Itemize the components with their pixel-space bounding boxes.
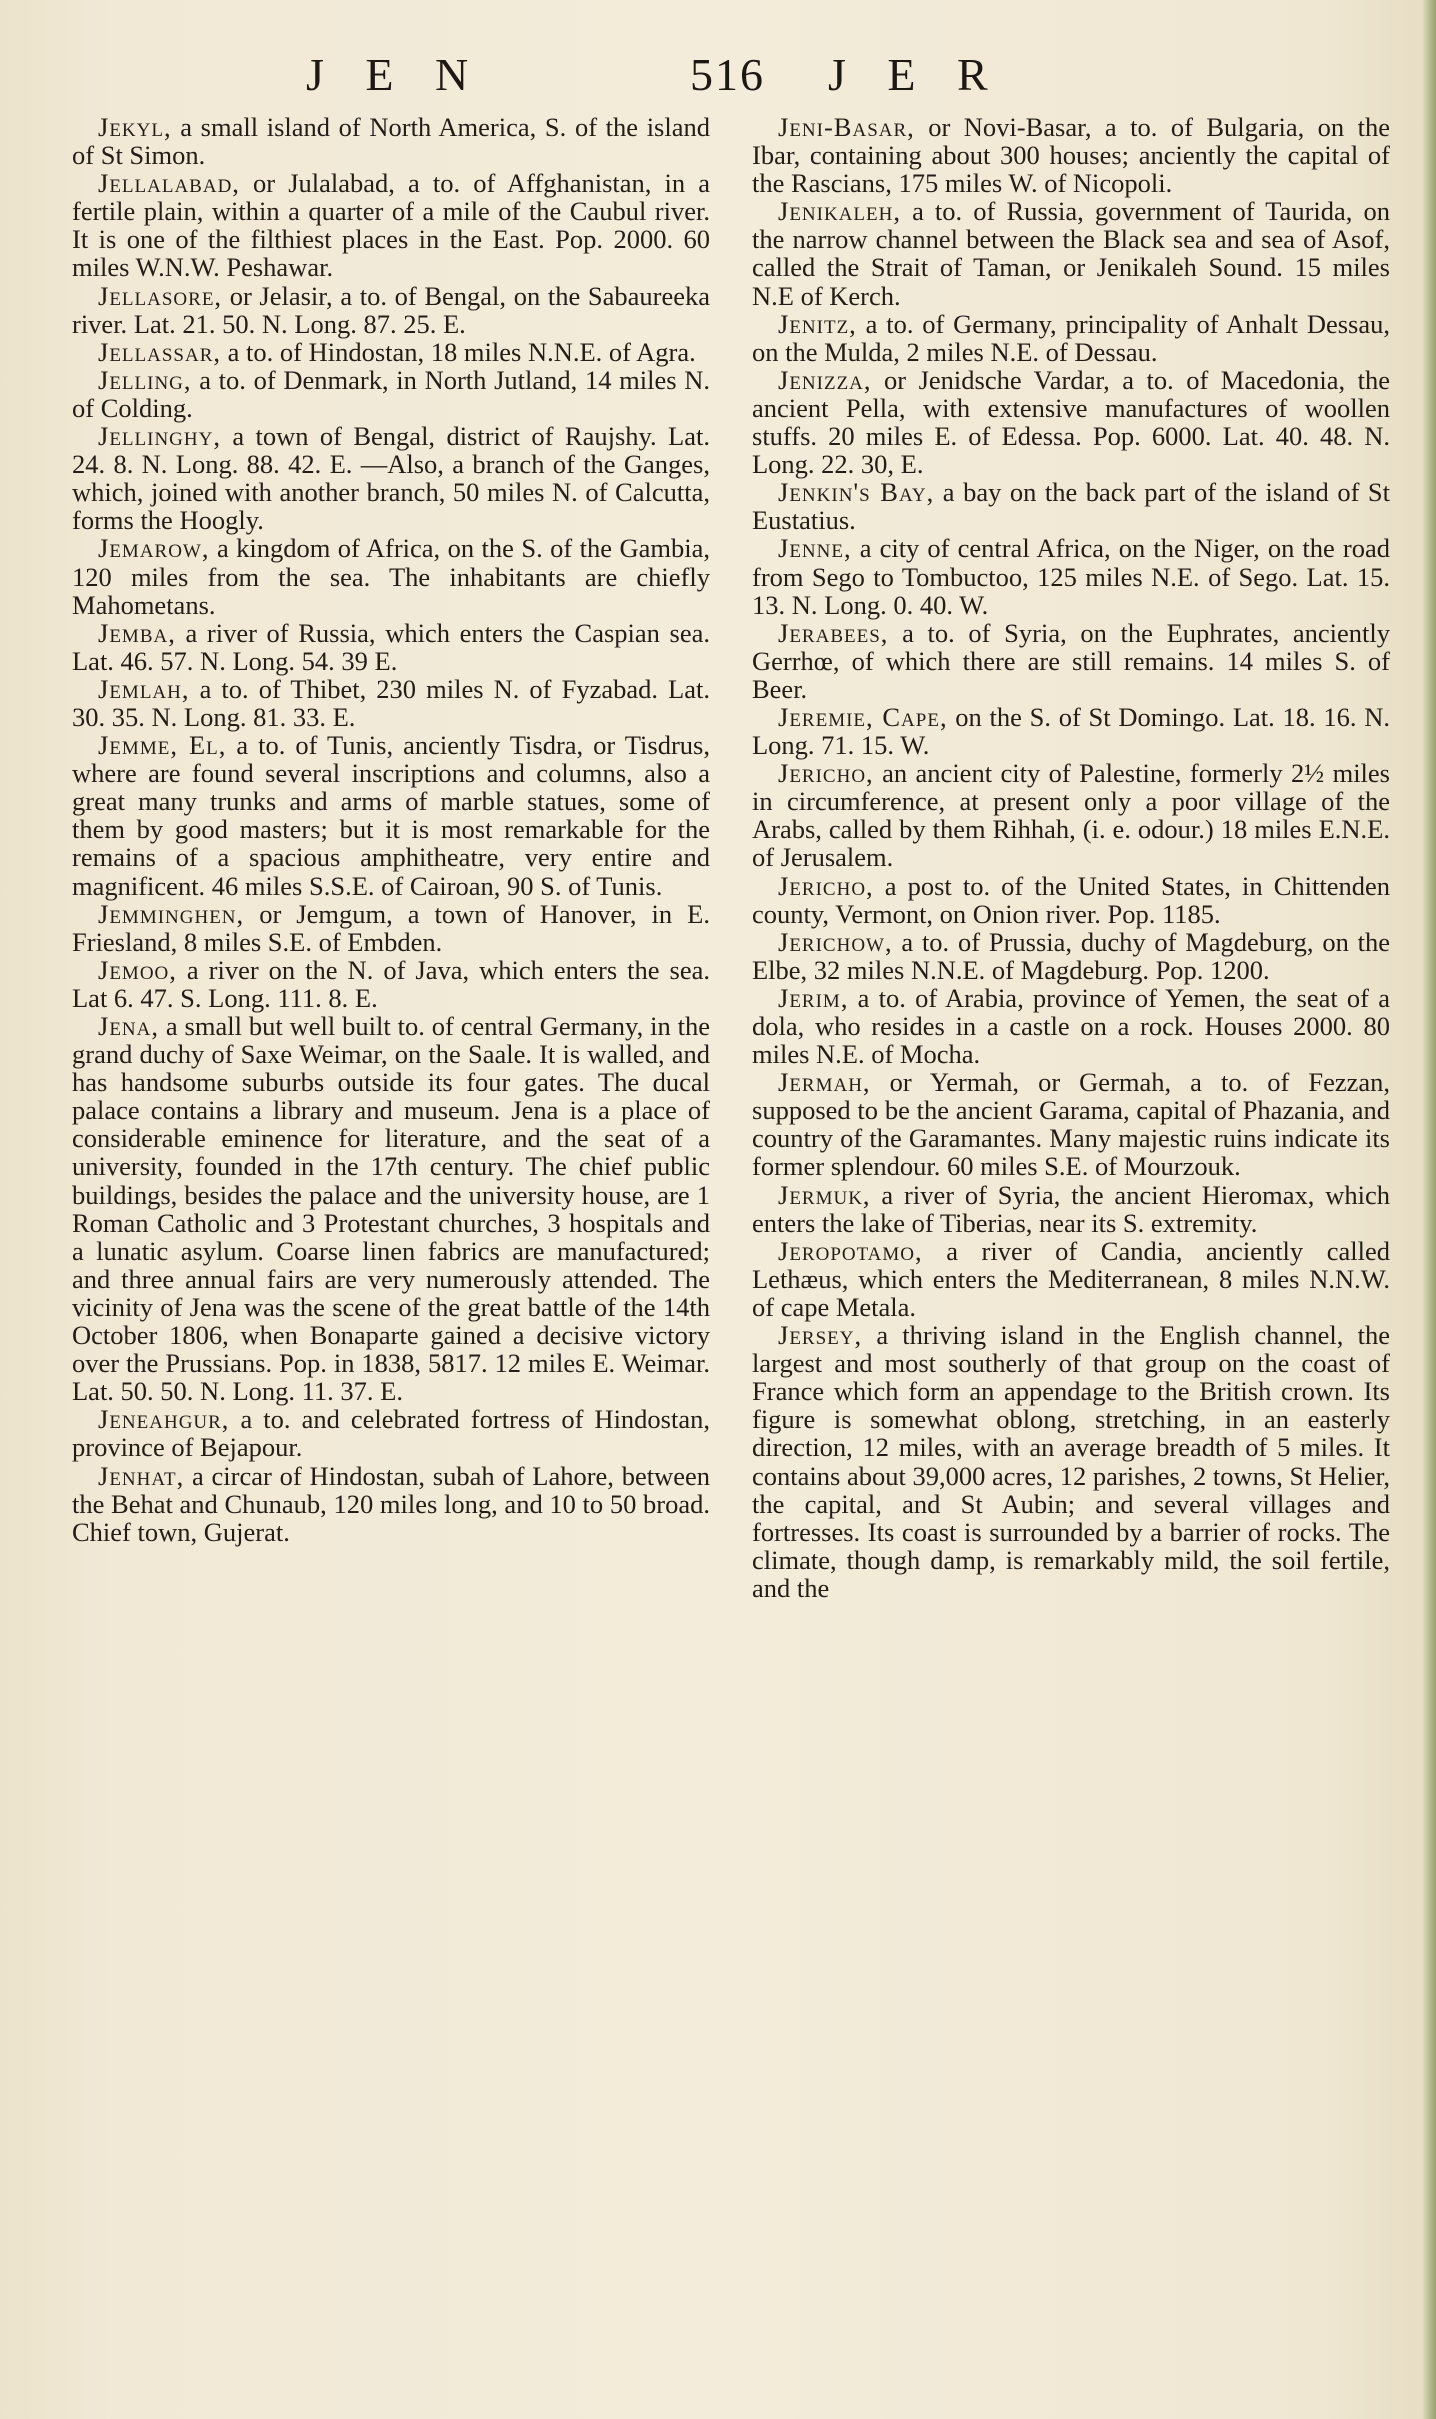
gazetteer-entry — [72, 534, 710, 618]
gazetteer-entry — [752, 1321, 1390, 1602]
entry-text: a city of central Africa, on the Niger, on the road from Sego to Tombuctoo, 125 miles N.E. of Sego. Lat. 15. 13. N. Long. 0. 40. W. — [752, 533, 1390, 620]
entry-headword: Jersey, — [778, 1320, 863, 1351]
entry-text: a kingdom of Africa, on the S. of the Gambia, 120 miles from the sea. The inhabitants are chiefly Mahometans. — [72, 533, 710, 620]
page-number: 516 — [690, 49, 765, 100]
gazetteer-entry — [752, 534, 1390, 618]
header-right-guide: J E R — [828, 49, 990, 100]
gazetteer-entry — [72, 731, 710, 900]
gazetteer-entry — [752, 1068, 1390, 1180]
gazetteer-entry — [752, 366, 1390, 478]
entry-text: or Jemgum, a town of Hanover, in E. Friesland, 8 miles S.E. of Embden. — [72, 898, 710, 957]
entry-text: or Jelasir, a to. of Bengal, on the Sabaureeka river. Lat. 21. 50. N. Long. 87. 25. E. — [72, 280, 710, 339]
entry-text: a bay on the back part of the island of St Eustatius. — [752, 477, 1391, 536]
entry-headword: Jenikaleh, — [778, 196, 901, 227]
entry-headword: Jericho, — [778, 758, 874, 789]
entry-text: a to. of Prussia, duchy of Magdeburg, on the Elbe, 32 miles N.N.E. of Magdeburg. Pop. 1200. — [752, 926, 1390, 985]
entry-headword: Jelling, — [98, 364, 192, 395]
entry-headword: Jenhat, — [98, 1460, 185, 1491]
entry-headword: Jerim, — [778, 982, 849, 1013]
gazetteer-entry — [752, 872, 1390, 928]
entry-text: a circar of Hindostan, subah of Lahore, between the Behat and Chunaub, 120 miles long, and 10 to 50 broad. Chief town, Gujerat. — [72, 1460, 710, 1547]
entry-headword: Jemba, — [98, 617, 176, 648]
gazetteer-entry — [752, 1237, 1390, 1321]
entry-text: a post to. of the United States, in Chittenden county, Vermont, on Onion river. Pop. 1185. — [752, 870, 1390, 929]
gazetteer-entry — [752, 113, 1390, 197]
entry-headword: Jeremie, Cape, — [778, 701, 948, 732]
entry-headword: Jellassar, — [98, 336, 222, 367]
running-header — [0, 48, 1436, 108]
entry-text: a river of Russia, which enters the Caspian sea. Lat. 46. 57. N. Long. 54. 39 E. — [72, 617, 710, 676]
entry-text: a river on the N. of Java, which enters the sea. Lat 6. 47. S. Long. 111. 8. E. — [72, 954, 710, 1013]
entry-headword: Jenkin's Bay, — [778, 477, 935, 508]
entry-text: a to. of Russia, government of Taurida, on the narrow channel between the Black sea and sea of Asof, called the Strait of Taman, or Jenikaleh Sound. 15 miles N.E of Kerch. — [752, 196, 1390, 311]
entry-headword: Jellasore, — [98, 280, 223, 311]
entry-headword: Jena, — [98, 1011, 159, 1041]
right-column — [752, 113, 1390, 1602]
gazetteer-entry — [752, 619, 1390, 703]
entry-headword: Jerabees, — [778, 617, 889, 648]
entry-text: on the S. of St Domingo. Lat. 18. 16. N. Long. 71. 15. W. — [752, 701, 1390, 761]
gazetteer-entry — [72, 169, 710, 281]
gazetteer-entry — [752, 1181, 1390, 1237]
gazetteer-entry — [752, 703, 1390, 759]
entry-headword: Jermah, — [778, 1067, 871, 1098]
entry-text: or Yermah, or Germah, a to. of Fezzan, supposed to be the ancient Garama, capital of Phazania, and country of the Garamantes. Many majestic ruins indicate its former splendour. 60 miles S.E. of Mourzouk. — [752, 1067, 1390, 1182]
entry-text: an ancient city of Palestine, formerly 2½ miles in circumference, at present only a poor village of the Arabs, called by them Rihhah, (i. e. odour.) 18 miles E.N.E. of Jerusalem. — [752, 758, 1390, 873]
gazetteer-entry — [72, 1012, 710, 1405]
entry-text: or Jenidsche Vardar, a to. of Macedonia, the ancient Pella, with extensive manufactures of woollen stuffs. 20 miles E. of Edessa. Pop. 6000. Lat. 40. 48. N. Long. 22. 30, E. — [752, 364, 1390, 480]
entry-headword: Jericho, — [778, 870, 874, 901]
gazetteer-entry — [72, 1405, 710, 1461]
entry-headword: Jeni-Basar, — [778, 112, 915, 142]
gazetteer-entry — [752, 759, 1390, 871]
gazetteer-entry — [752, 197, 1390, 309]
entry-headword: Jemoo, — [98, 954, 177, 985]
gazetteer-entry — [72, 366, 710, 422]
entry-text: a to. and celebrated fortress of Hindostan, province of Bejapour. — [72, 1404, 710, 1463]
entry-headword: Jenizza, — [778, 364, 872, 395]
entry-text: a river of Syria, the ancient Hieromax, which enters the lake of Tiberias, near its S. extremity. — [752, 1179, 1390, 1238]
entry-headword: Jermuk, — [778, 1179, 871, 1210]
gazetteer-entry — [72, 956, 710, 1012]
left-column — [72, 113, 710, 1546]
gazetteer-entry — [72, 1462, 710, 1546]
entry-headword: Jekyl, — [98, 112, 172, 142]
gazetteer-entry — [752, 984, 1390, 1068]
entry-headword: Jenitz, — [778, 308, 857, 339]
entry-text: a to. of Denmark, in North Jutland, 14 miles N. of Colding. — [72, 364, 710, 423]
entry-text: a to. of Arabia, province of Yemen, the seat of a dola, who resides in a castle on a rock. Houses 2000. 80 miles N.E. of Mocha. — [752, 982, 1390, 1070]
entry-headword: Jellinghy, — [98, 421, 221, 452]
entry-headword: Jemarow, — [98, 533, 210, 564]
gazetteer-entry — [752, 478, 1390, 534]
entry-text: a small island of North America, S. of the island of St Simon. — [72, 112, 710, 171]
page-edge — [1422, 0, 1436, 2419]
gazetteer-entry — [752, 310, 1390, 366]
entry-headword: Jemlah, — [98, 673, 190, 704]
gazetteer-entry — [72, 282, 710, 338]
gazetteer-entry — [72, 113, 710, 169]
entry-headword: Jemme, El, — [98, 730, 227, 761]
entry-headword: Jerichow, — [778, 926, 893, 957]
entry-text: a to. of Syria, on the Euphrates, anciently Gerrhœ, of which there are still remains. 14 miles S. of Beer. — [752, 617, 1390, 704]
entry-text: a to. of Germany, principality of Anhalt Dessau, on the Mulda, 2 miles N.E. of Dessau. — [752, 308, 1390, 367]
entry-text: or Novi-Basar, a to. of Bulgaria, on the Ibar, containing about 300 houses; anciently the capital of the Rascians, 175 miles W. of Nicopoli. — [752, 112, 1390, 199]
entry-text: a to. of Thibet, 230 miles N. of Fyzabad. Lat. 30. 35. N. Long. 81. 33. E. — [72, 673, 710, 732]
entry-text: a to. of Tunis, anciently Tisdra, or Tisdrus, where are found several inscriptions and columns, also a great many trunks and arms of marble statues, some of them by good masters; but it is most remarkable for the remains of a spacious amphitheatre, very entire and magnificent. 46 miles S.S.E. of Cairoan, 90 S. of Tunis. — [72, 730, 710, 901]
entry-text: a town of Bengal, district of Raujshy. Lat. 24. 8. N. Long. 88. 42. E. —Also, a branch of the Ganges, which, joined with another branch, 50 miles N. of Calcutta, forms the Hoogly. — [72, 421, 710, 536]
gazetteer-entry — [752, 928, 1390, 984]
entry-text: a small but well built to. of central Germany, in the grand duchy of Saxe Weimar, on the Saale. It is walled, and has handsome suburbs outside its four gates. The ducal palace contains a library and museum. Jena is a place of considerable eminence for literature, and the seat of a university, founded in the 17th century. The chief public buildings, besides the palace and the university house, are 1 Roman Catholic and 3 Protestant churches, 3 hospitals and a lunatic asylum. Coarse linen fabrics are manufactured; and three annual fairs are very numerously attended. The vicinity of Jena was the scene of the great battle of the 14th October 1806, when Bonaparte gained a decisive victory over the Prussians. Pop. in 1838, 5817. 12 miles E. Weimar. Lat. 50. 50. N. Long. 11. 37. E. — [72, 1011, 710, 1407]
gazetteer-entry — [72, 422, 710, 534]
entry-headword: Jenne, — [778, 533, 852, 564]
entry-text: a to. of Hindostan, 18 miles N.N.E. of Agra. — [221, 336, 696, 367]
entry-text: a river of Candia, anciently called Lethæus, which enters the Mediterranean, 8 miles N.N.W. of cape Metala. — [752, 1235, 1390, 1322]
entry-headword: Jeropotamo, — [778, 1235, 923, 1266]
entry-text: a thriving island in the English channel, the largest and most southerly of that group on the coast of France which form an appendage to the British crown. Its figure is somewhat oblong, stretching, in an easterly direction, 12 miles, with an average breadth of 5 miles. It contains about 39,000 acres, 12 parishes, 2 towns, St Helier, the capital, and St Aubin; and several villages and fortresses. Its coast is surrounded by a barrier of rocks. The climate, though damp, is remarkably mild, the soil fertile, and the — [752, 1320, 1390, 1603]
entry-headword: Jeneahgur, — [98, 1404, 230, 1435]
header-left-guide: J E N — [306, 49, 471, 100]
gazetteer-entry — [72, 675, 710, 731]
entry-text: or Julalabad, a to. of Affghanistan, in a fertile plain, within a quarter of a mile of the Caubul river. It is one of the filthiest places in the East. Pop. 2000. 60 miles W.N.W. Peshawar. — [72, 168, 710, 283]
gazetteer-entry — [72, 900, 710, 956]
entry-headword: Jellalabad, — [98, 168, 240, 199]
entry-headword: Jemminghen, — [98, 898, 245, 929]
gazetteer-entry — [72, 338, 710, 366]
gazetteer-entry — [72, 619, 710, 675]
